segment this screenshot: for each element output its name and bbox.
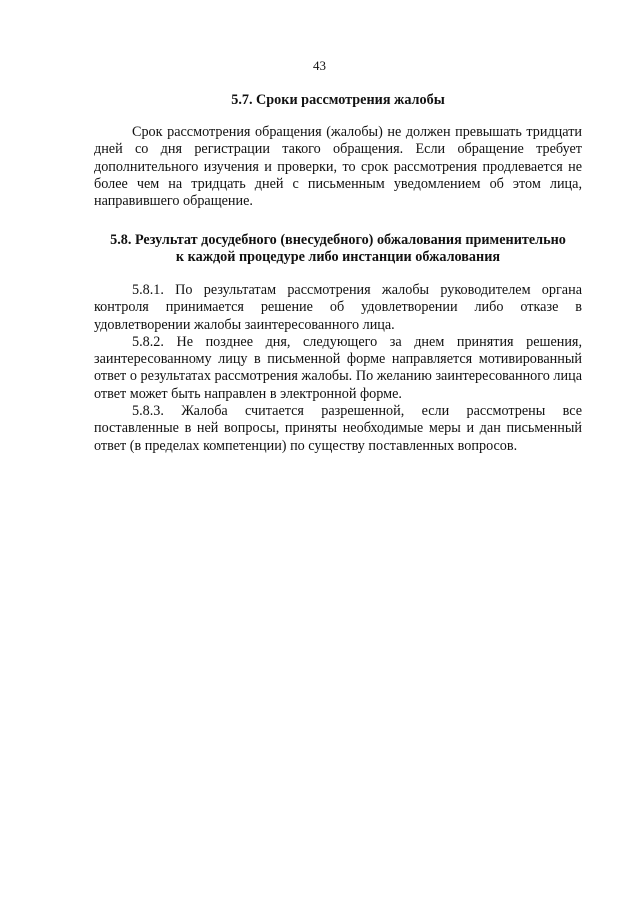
section-heading-line: к каждой процедуре либо инстанции обжалования: [175, 249, 501, 266]
paragraph-5-8-1: 5.8.1. По результатам рассмотрения жалобы руководителем органа контроля принимается решение об удовлетворении либо отказе в удовлетворении жалобы заинтересованного лица.: [94, 282, 582, 333]
paragraph: Срок рассмотрения обращения (жалобы) не должен превышать тридцати дней со дня регистрации такого обращения. Если обращение требует дополнительного изучения и проверки, то срок рассмотрения продлевается не более чем на тридцать дней с письменным уведомлением об этом лица, направившего обращение.: [94, 124, 582, 210]
paragraph-5-8-3: 5.8.3. Жалоба считается разрешенной, если рассмотрены все поставленные в ней вопросы, приняты необходимые меры и дан письменный ответ (в пределах компетенции) по существу поставленных вопросов.: [94, 403, 582, 454]
section-5-8-body: [94, 282, 582, 455]
paragraph-5-8-2: 5.8.2. Не позднее дня, следующего за днем принятия решения, заинтересованному лицу в письменной форме направляется мотивированный ответ о результатах рассмотрения жалобы. По желанию заинтересованного лица ответ может быть направлен в электронной форме.: [94, 333, 582, 402]
section-heading: 5.7. Сроки рассмотрения жалобы: [231, 92, 445, 108]
section-5-7-body: [94, 124, 582, 210]
section-5-7-heading-block: [94, 92, 582, 109]
page-number: 43: [313, 58, 326, 73]
section-5-8-heading-block: [94, 232, 582, 267]
section-heading-line: 5.8. Результат досудебного (внесудебного) обжалования применительно: [110, 232, 566, 248]
